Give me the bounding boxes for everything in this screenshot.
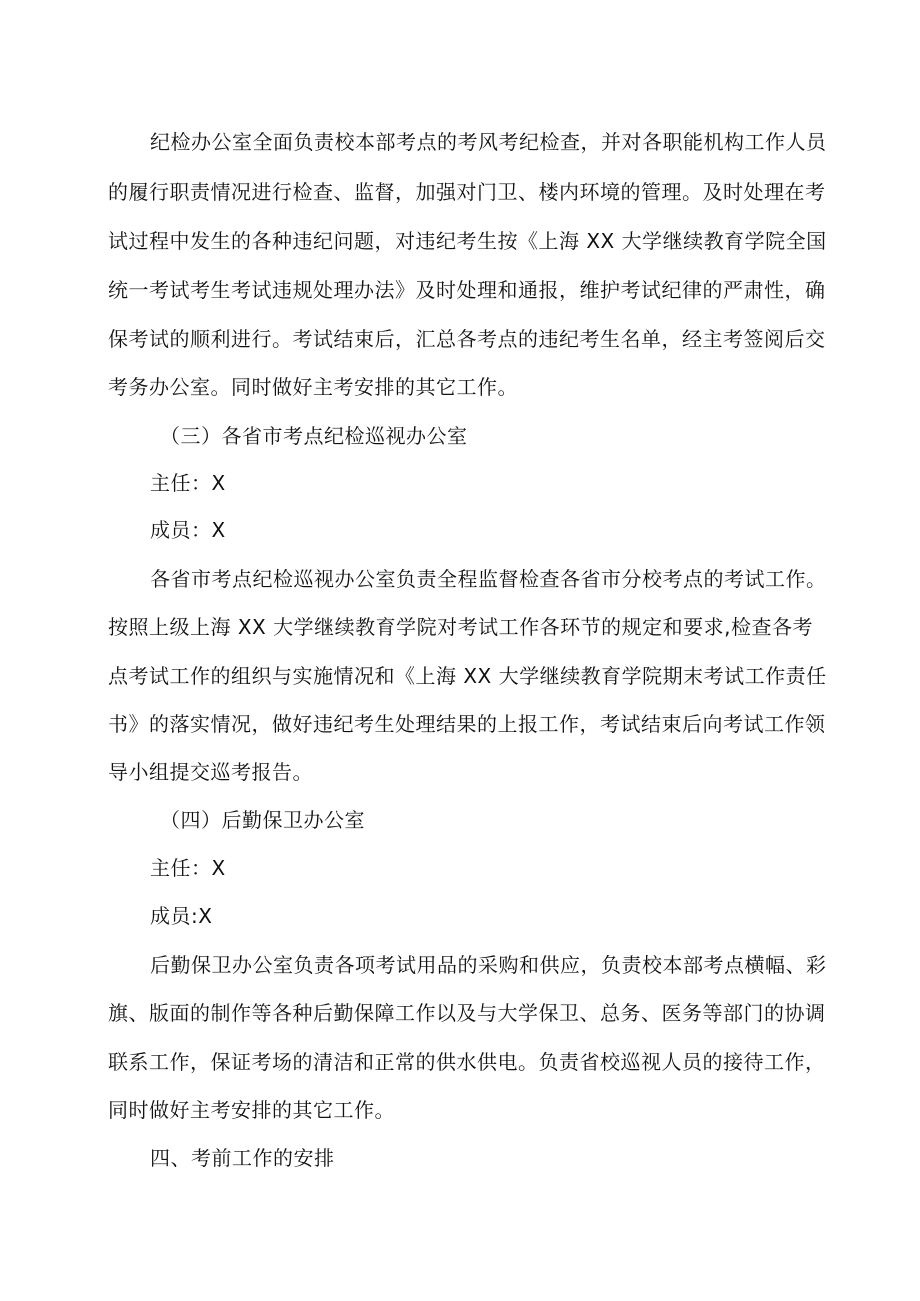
paragraph-line: 考务办公室。同时做好主考安排的其它工作。: [108, 375, 518, 399]
paragraph-line: 按照上级上海 XX 大学继续教育学院对考试工作各环节的规定和要求,检查各考: [108, 615, 813, 639]
paragraph-line: 旗、版面的制作等各种后勤保障工作以及与大学保卫、总务、医务等部门的协调: [108, 1001, 826, 1025]
paragraph-line: 试过程中发生的各种违纪问题，对违纪考生按《上海 XX 大学继续教育学院全国: [108, 229, 827, 253]
paragraph-line: 各省市考点纪检巡视办公室负责全程监督检查各省市分校考点的考试工作。: [150, 567, 827, 591]
section-heading: （四）后勤保卫办公室: [160, 808, 365, 832]
paragraph-line: 的履行职责情况进行检查、监督，加强对门卫、楼内环境的管理。及时处理在考: [108, 180, 826, 204]
paragraph-line: 纪检办公室全面负责校本部考点的考风考纪检查，并对各职能机构工作人员: [150, 130, 827, 154]
paragraph-line: 导小组提交巡考报告。: [108, 760, 313, 784]
section-heading: （三）各省市考点纪检巡视办公室: [160, 424, 468, 448]
paragraph-line: 统一考试考生考试违规处理办法》及时处理和通报，维护考试纪律的严肃性，确: [108, 278, 826, 302]
director-line: 主任：X: [150, 471, 226, 495]
paragraph-line: 后勤保卫办公室负责各项考试用品的采购和供应，负责校本部考点横幅、彩: [150, 953, 827, 977]
members-line: 成员:X: [150, 904, 213, 928]
paragraph-line: 保考试的顺利进行。考试结束后，汇总各考点的违纪考生名单，经主考签阅后交: [108, 327, 826, 351]
members-line: 成员：X: [150, 518, 226, 542]
paragraph-line: 同时做好主考安排的其它工作。: [108, 1098, 395, 1122]
paragraph-line: 书》的落实情况，做好违纪考生处理结果的上报工作，考试结束后向考试工作领: [108, 712, 826, 736]
paragraph-line: 联系工作，保证考场的清洁和正常的供水供电。负责省校巡视人员的接待工作，: [108, 1050, 826, 1074]
director-line: 主任：X: [150, 856, 226, 880]
paragraph-line: 点考试工作的组织与实施情况和《上海 XX 大学继续教育学院期末考试工作责任: [108, 664, 827, 688]
chapter-heading: 四、考前工作的安排: [150, 1146, 335, 1170]
